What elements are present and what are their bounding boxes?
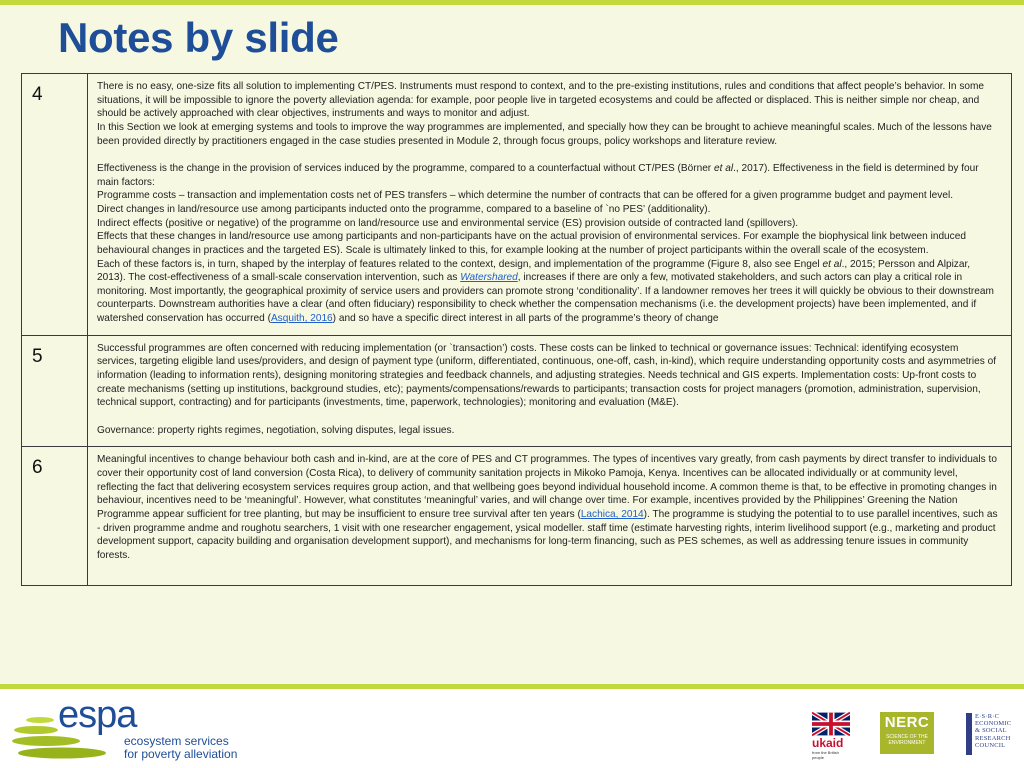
esrc-logo-line: RESEARCH <box>975 734 1011 742</box>
notes-paragraph: In this Section we look at emerging systems and tools to improve the way programmes are implemented, and specially how they can be brought to achieve meaningful scales. Much of the lessons have been provided directly by practitioners engaged in the case studies presented in Module 2, through focus groups, policy workshops and literature review. <box>97 121 992 147</box>
lachica-2014-link[interactable]: Lachica, 2014 <box>580 509 644 520</box>
espa-logo-word: espa <box>58 694 137 736</box>
espa-tagline-line: ecosystem services <box>124 734 229 748</box>
espa-tagline-line: for poverty alleviation <box>124 747 238 761</box>
text-run: et al <box>713 162 734 174</box>
asquith-2016-link[interactable]: Asquith, 2016 <box>270 313 333 325</box>
esrc-logo-line: ECONOMIC <box>975 720 1012 728</box>
notes-paragraph <box>97 258 1001 326</box>
text-run: et al <box>822 258 842 270</box>
union-flag-icon <box>812 712 850 736</box>
notes-paragraph: Programme costs – transaction and implementation costs net of PES transfers – which determine the number of contracts that can be offered for a given programme budget and payment level. <box>97 190 953 202</box>
text-run: ., 2015; Persson and Alpizar, 2013). The cost-effectiveness of a small-scale conservation intervention, such as <box>97 258 971 284</box>
page-title: Notes by slide <box>58 14 339 61</box>
notes-paragraph: There is no easy, one-size fits all solution to implementing CT/PES. Instruments must respond to context, and to the pre-existing institutions, rules and conditions that affect people’s behavior. In some situations, it will be impossible to ignore the poverty alleviation agenda: for example, poor people live in targeted ecosystems and could be affected or displaced. This is neither simple nor cheap, and should be actively approached with clear objectives, instruments and ways to monitor and adjust. <box>97 81 985 120</box>
slide-notes-text <box>88 447 1012 586</box>
text-run: Meaningful incentives to change behaviour both cash and in-kind, are at the core of PES and CT programmes. The types of incentives vary greatly, from cash payments by direct transfer to individuals to cover their opportunity cost of land conversion (Costa Rica), to delivery of community sanitation projects in Mikoko Pamoja, Kenya. Incentives can be allocated individually or at community level, reflecting the fact that delivering ecosystem services requires group action, and that wellbeing goes beyond individual household income. A common theme is that, to be effective in promoting changes in behaviour, incentives need to be ‘meaningful’. However, what constitutes ‘meaningful’ varies, and will change over time. For example, incentives provided by the Philippines’ Greening the Nation Programme appear sufficient for tree planting, but may be insufficient to ensure tree survival after ten years ( <box>97 454 997 520</box>
text-run: ). The programme is studying the potential to to use parallel incentives, such as - driven programme andme and roughotu searchers, 1 visit with one researcher engagement, ysical modeller. staff time (estimate harvesting rights, interim livelihood support (e.g., marketing and product development support, capacity building and organisation development support), and mechanisms for long-term financing, such as PES schemes, as well as addressing tenure issues in community forests. <box>97 509 998 561</box>
text-run: ) and so have a specific direct interest in all parts of the programme’s theory of change <box>332 313 719 325</box>
table-row <box>22 335 1012 447</box>
esrc-logo-line: E·S·R·C <box>975 713 1000 720</box>
watershared-link[interactable]: Watershared <box>460 272 518 284</box>
notes-table <box>21 73 1012 586</box>
text-run: Each of these factors is, in turn, shaped by the interplay of features related to the context, design, and implementation of the programme (Figure 8, also see Engel <box>97 258 823 270</box>
text-run: , increases if there are only a few, motivated stakeholders, and such actors can play a critical role in monitoring. Most importantly, the geographical proximity of service users and providers can promote strong ‘conditionality’. If a landowner removes her trees it will quickly be obvious to their downstream counterparts. Downstream authorities have a clear (and often fiduciary) responsibility to check whether the compensation mechanisms (i.e. the development projects) have been implemented, and if watershed conservation has occurred ( <box>97 272 994 325</box>
notes-paragraph: Governance: property rights regimes, negotiation, solving disputes, legal issues. <box>97 424 455 436</box>
ukaid-logo-subtext: from the British people <box>812 750 839 760</box>
slide-number: 5 <box>22 335 88 447</box>
nerc-logo-text: NERC <box>884 714 930 731</box>
table-row <box>22 447 1012 586</box>
notes-paragraph: Successful programmes are often concerned with reducing implementation (or `transaction’) costs. These costs can be linked to technical or governance issues: Technical: identifying ecosystem services, targeting eligible land uses/providers, and design of payment type (uniform, differentiated, continuous, one-off, cash, in-kind), which require understanding opportunity costs and asymmetries of information (leading to information rents), designing monitoring strategies and feedback channels, and adjusting strategies. Needs technical and GIS experts. Implementation costs: Up-front costs to create mechanisms (setting up institutions, background studies, etc); payments/compensations/rewards to participants; transaction costs for project managers (promotion, administration, supervision, technical support, contracting) and for participants (investments, time, paperwork, technologies); monitoring and evaluation (M&E). <box>97 342 997 409</box>
slide-number: 6 <box>22 447 88 586</box>
nerc-logo <box>880 712 934 754</box>
esrc-logo <box>966 713 1012 755</box>
esrc-logo-line: COUNCIL <box>975 741 1006 749</box>
espa-logo-tagline <box>124 735 237 761</box>
slide-notes-text <box>88 74 1012 336</box>
notes-paragraph: Effects that these changes in land/resource use among participants and non-participants have on the actual provision of environmental services. For example the biophysical link between induced behavioural changes in practices and the targeted ES). Scale is ultimately linked to this, for example looking at the number of project participants within the overall scale of the ecosystem. <box>97 231 966 256</box>
top-accent-bar <box>0 0 1024 5</box>
nerc-logo-subtext: SCIENCE OF THE ENVIRONMENT <box>886 734 928 746</box>
slide-number: 4 <box>22 74 88 336</box>
table-row <box>22 74 1012 336</box>
notes-paragraph <box>97 453 1001 562</box>
text-run: ., 2017). Effectiveness in the field is determined by four main factors: <box>97 162 979 188</box>
ukaid-logo-text: ukaid <box>812 736 844 750</box>
esrc-logo-bar <box>966 713 972 755</box>
esrc-logo-text <box>975 713 1011 755</box>
notes-paragraph: Direct changes in land/resource use among participants inducted onto the programme, compared to a baseline of `no PES’ (additionality). <box>97 203 711 215</box>
notes-paragraph <box>97 162 1001 189</box>
esrc-logo-line: & SOCIAL <box>975 727 1007 735</box>
ukaid-logo <box>812 712 852 762</box>
slide-notes-text <box>88 335 1012 447</box>
notes-paragraph: Indirect effects (positive or negative) of the programme on land/resource use and environmental service (ES) provision outside of contracted land (spillovers). <box>97 217 799 229</box>
text-run: Effectiveness is the change in the provision of services induced by the programme, compared to a counterfactual without CT/PES (Börner <box>97 162 714 174</box>
